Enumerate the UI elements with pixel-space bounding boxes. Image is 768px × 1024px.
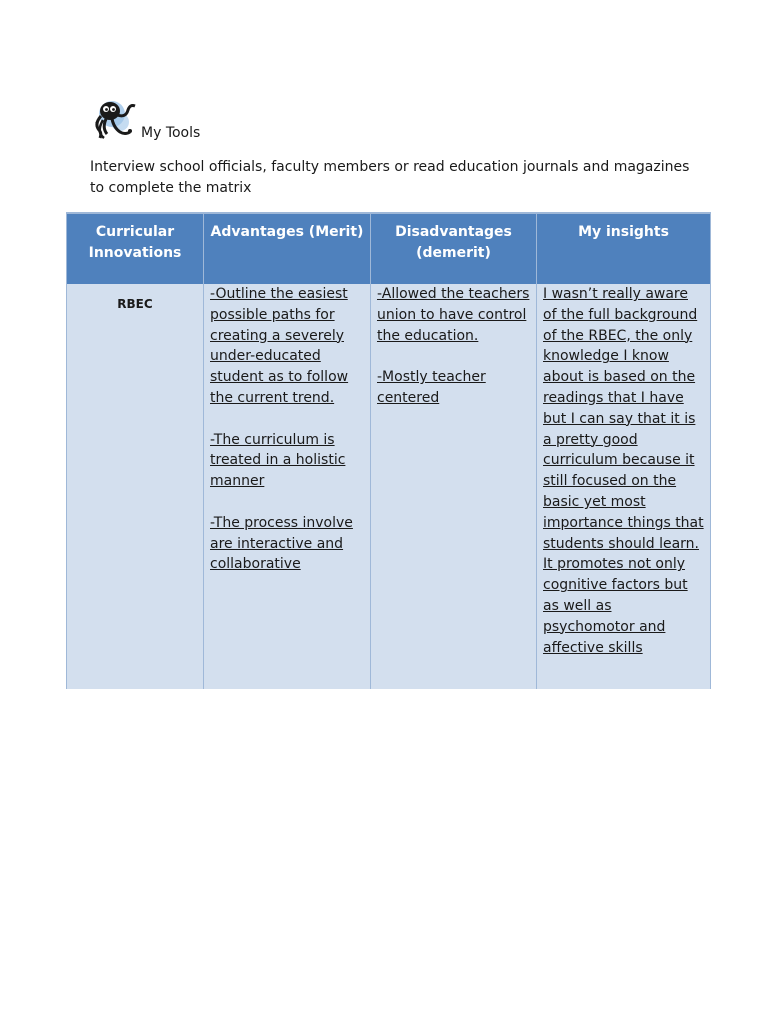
innovations-matrix xyxy=(66,212,711,689)
disadvantages-cell xyxy=(371,284,537,689)
table-row xyxy=(67,284,711,689)
page-title: My Tools xyxy=(141,125,201,141)
page-header xyxy=(90,94,200,142)
matrix-header-row xyxy=(67,213,711,284)
instructions-text: Interview school officials, faculty members or read education journals and magazines to complete the matrix xyxy=(90,159,690,196)
disadvantages-text: -Allowed the teachers union to have control the education. -Mostly teacher centered xyxy=(377,286,530,406)
advantages-text: -Outline the easiest possible paths for creating a severely under-educated student as to follow the current trend. -The curriculum is treated in a holistic manner -The process involve are interactive and collaborative xyxy=(210,286,353,573)
column-header-disadvantages: Disadvantages (demerit) xyxy=(371,213,537,284)
insights-cell xyxy=(537,284,711,689)
column-header-my-insights: My insights xyxy=(537,213,711,284)
octopus-logo-icon xyxy=(90,94,138,142)
insights-text: I wasn’t really aware of the full background of the RBEC, the only knowledge I know about is based on the readings that I have but I can say that it is a pretty good curriculum because it still focused on the basic yet most importance things that students should learn. It promotes not only cognitive factors but as well as psychomotor and affective skills xyxy=(543,286,704,656)
innovation-name-cell: RBEC xyxy=(67,284,204,689)
column-header-curricular-innovations: Curricular Innovations xyxy=(67,213,204,284)
advantages-cell xyxy=(204,284,371,689)
column-header-advantages: Advantages (Merit) xyxy=(204,213,371,284)
